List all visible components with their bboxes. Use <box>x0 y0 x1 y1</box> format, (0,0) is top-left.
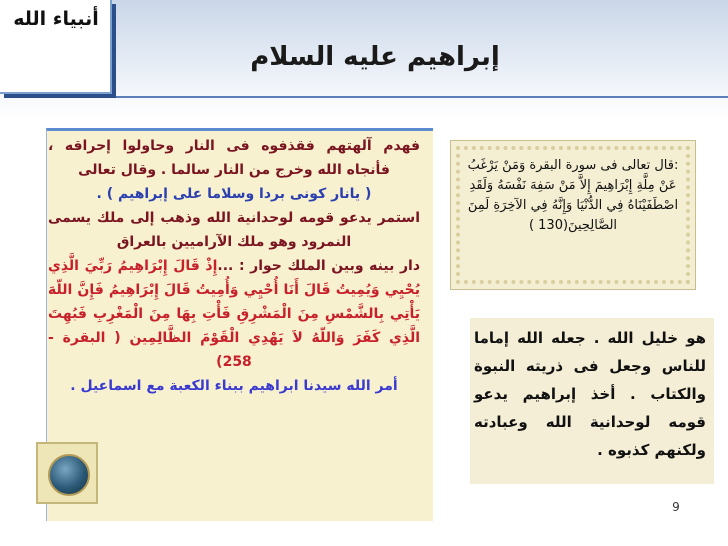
gemstone-icon <box>36 442 98 504</box>
story-text <box>48 134 420 398</box>
title-divider <box>112 96 728 98</box>
page-number: 9 <box>672 500 680 514</box>
story-line-3: استمر يدعو قومه لوحدانية الله وذهب إلى ملك يسمى النمرود وهو ملك الآراميين بالعراق <box>48 210 420 250</box>
corner-panel <box>0 0 112 94</box>
story-dialogue <box>48 254 420 374</box>
story-line-1: فهدم آلهتهم فقذفوه فى النار وحاولوا إحراقه ، فأنجاه الله وخرج من النار سالما . وقال تعالى <box>48 138 420 178</box>
info-text: هو خليل الله . جعله الله إماما للناس وجعل فى ذريته النبوة والكتاب . أخذ إبراهيم يدعو قومه لوحدانية الله وعبادته ولكنهم كذبوه . <box>474 329 706 459</box>
story-verse-fire: ( يانار كونى بردا وسلاما على إبراهيم ) . <box>96 186 372 202</box>
gemstone-image <box>48 454 90 496</box>
verse-reference: ( البقرة - 258) <box>48 330 252 370</box>
corner-title: أنبياء الله <box>13 8 99 30</box>
quran-verse: إِذْ قَالَ إِبْرَاهِيمُ رَبِّيَ الَّذِي يُحْيِي وَيُمِيتُ قَالَ أَنَا أُحْيِي وَأُمِيتُ قَالَ إِبْرَاهِيمُ فَإِنَّ اللّهَ يَأْتِي بِالشَّمْسِ مِنَ الْمَشْرِقِ فَأْتِ بِهَا مِنَ الْمَغْرِبِ فَبُهِتَ الَّذِي كَفَرَ وَاللّهُ لاَ يَهْدِي الْقَوْمَ الظَّالِمِين <box>48 258 421 346</box>
slide-title: إبراهيم عليه السلام <box>250 42 500 72</box>
story-line-4: دار بينه وبين الملك حوار : ... <box>217 258 421 274</box>
story-line-7: أمر الله سيدنا ابراهيم ببناء الكعبة مع اسماعيل . <box>70 378 398 394</box>
quote-text: :قال تعالى فى سورة البقرة وَمَنْ يَرْغَبُ عَنْ مِلَّةِ إِبْرَاهِيمَ إِلاَّ مَنْ سَفِهَ نَفْسَهُ وَلَقَدِ اصْطَفَيْنَاهُ فِي الدُّنْيَا وَإِنَّهُ فِي الآخِرَةِ لَمِنَ الصَّالِحِينَ(130 ) <box>467 158 679 233</box>
